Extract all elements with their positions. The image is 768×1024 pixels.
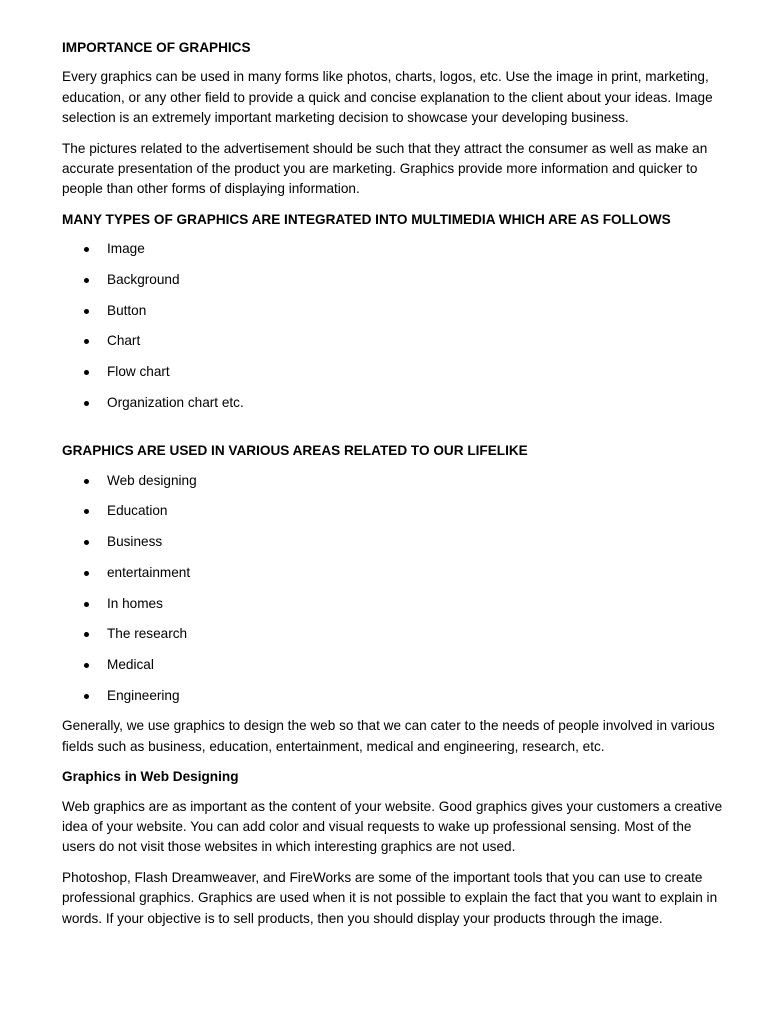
list-item [62, 301, 728, 321]
list-item-label: entertainment [107, 564, 191, 580]
bullet-icon [84, 602, 89, 607]
list-item-label: Organization chart etc. [107, 394, 244, 410]
list-item [62, 532, 728, 552]
bullet-icon [84, 509, 89, 514]
list-item-label: Background [107, 271, 180, 287]
list-item-label: Engineering [107, 687, 180, 703]
list-item [62, 686, 728, 706]
list-item [62, 501, 728, 521]
bullet-icon [84, 401, 89, 406]
bullet-icon [84, 663, 89, 668]
bullet-icon [84, 339, 89, 344]
bullet-icon [84, 694, 89, 699]
list-item-label: Button [107, 302, 147, 318]
section-spacer [62, 423, 728, 441]
list-item [62, 393, 728, 413]
bullet-icon [84, 479, 89, 484]
list-item-label: Business [107, 534, 163, 550]
bullet-icon [84, 278, 89, 283]
list-item [62, 362, 728, 382]
list-item [62, 655, 728, 675]
bullet-icon [84, 571, 89, 576]
bullet-icon [84, 309, 89, 314]
list-item [62, 624, 728, 644]
advertisement-paragraph: The pictures related to the advertisement should be such that they attract the consumer as well as make an accurate presentation of the product you are marketing. Graphics provide more information and quicker to people than other forms of displaying information. [62, 140, 708, 197]
multimedia-types-heading: MANY TYPES OF GRAPHICS ARE INTEGRATED INTO MULTIMEDIA WHICH ARE AS FOLLOWS [62, 211, 671, 227]
list-item-label: Chart [107, 333, 141, 349]
list-item-label: Medical [107, 656, 154, 672]
bullet-icon [84, 632, 89, 637]
list-item-label: Web designing [107, 472, 197, 488]
list-item-label: The research [107, 626, 188, 642]
multimedia-types-list [62, 239, 728, 413]
bullet-icon [84, 247, 89, 252]
list-item-label: Image [107, 241, 145, 257]
application-areas-heading: GRAPHICS ARE USED IN VARIOUS AREAS RELATED TO OUR LIFELIKE [62, 443, 528, 459]
list-item [62, 270, 728, 290]
tools-paragraph: Photoshop, Flash Dreamweaver, and FireWorks are some of the important tools that you can use to create professional graphics. Graphics are used when it is not possible to explain the fact that you want to explain in words. If your objective is to sell products, then you should display your products through the image. [62, 869, 718, 926]
list-item-label: In homes [107, 595, 163, 611]
summary-paragraph: Generally, we use graphics to design the web so that we can cater to the needs of people involved in various fields such as business, education, entertainment, medical and engineering, research, etc. [62, 718, 715, 754]
list-item [62, 594, 728, 614]
application-areas-list [62, 471, 728, 706]
web-designing-heading: Graphics in Web Designing [62, 769, 239, 785]
bullet-icon [84, 540, 89, 545]
web-graphics-paragraph: Web graphics are as important as the content of your website. Good graphics gives your customers a creative idea of your website. You can add color and visual requests to wake up professional sensing. Most of the users do not visit those websites in which interesting graphics are not used. [62, 798, 723, 855]
list-item [62, 331, 728, 351]
intro-paragraph: Every graphics can be used in many forms like photos, charts, logos, etc. Use the image in print, marketing, education, or any other field to provide a quick and concise explanation to the client about your ideas. Image selection is an extremely important marketing decision to showcase your developing business. [62, 69, 713, 126]
list-item-label: Flow chart [107, 364, 170, 379]
bullet-icon [84, 370, 89, 375]
document-title: IMPORTANCE OF GRAPHICS [62, 40, 251, 55]
list-item [62, 471, 728, 491]
list-item-label: Education [107, 503, 168, 519]
list-item [62, 563, 728, 583]
list-item [62, 239, 728, 259]
